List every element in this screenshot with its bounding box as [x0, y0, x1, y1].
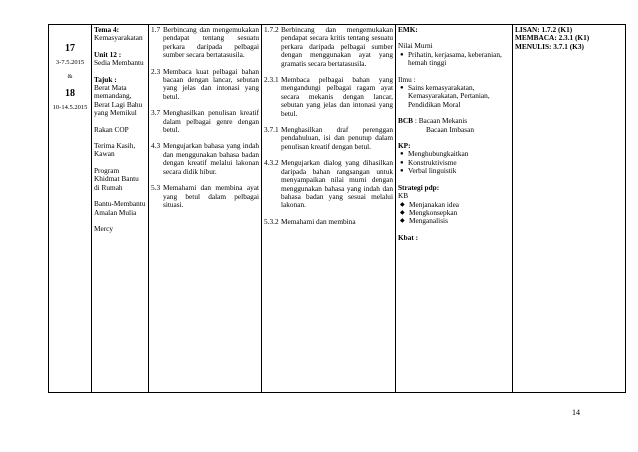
category-item: LISAN: 1.7.2 (K1)	[515, 25, 573, 34]
ilmu-item	[398, 84, 510, 109]
diamond-bullet-icon: ◆	[400, 209, 405, 216]
bullet-icon: ●	[400, 159, 404, 166]
standard-number: 5.3	[151, 183, 161, 193]
outcome-item	[264, 126, 393, 151]
standard-number: 1.7	[151, 25, 161, 34]
kb-text: Mengkonsepkan	[409, 207, 458, 217]
unit-label: Unit 12 :	[94, 49, 122, 59]
emk-title: EMK:	[398, 25, 418, 34]
week-separator: &	[67, 73, 73, 80]
standard-text: Membaca kuat pelbagai bahan bacaan dengan lancar, sebutan yang jelas dan intonasi yang betul.	[163, 66, 259, 101]
standard-number: 4.3	[151, 141, 161, 151]
page-number: 14	[572, 408, 580, 417]
category-cell	[513, 25, 626, 393]
bcb-value-2: Bacaan Imbasan	[426, 124, 475, 134]
unit-value: Sedia Membantu	[94, 58, 144, 68]
standard-item	[151, 26, 259, 60]
standard-number: 2.3	[151, 66, 161, 76]
ilmu-label: Ilmu :	[398, 74, 416, 84]
category-item: MENULIS: 3.7.1 (K3)	[515, 41, 584, 51]
outcome-number: 3.7.1	[264, 125, 279, 135]
tema-label: Tema 4:	[94, 25, 120, 34]
nilai-text: Prihatin, kerjasama, keberanian, hemah tinggi	[408, 49, 502, 68]
standard-item	[151, 109, 259, 134]
bullet-icon: ●	[400, 151, 404, 158]
standard-text: Menghasilkan penulisan kreatif dalam pelbagai genre dengan betul.	[163, 108, 259, 135]
ilmu-text: Sains kemasyarakatan, Kemasyarakatan, Pertanian, Pendidikan Moral	[408, 83, 490, 109]
kb-label: KB	[398, 191, 409, 201]
tajuk-item: Program Khidmat Bantu di Rumah	[94, 165, 139, 192]
kp-text: Menghubungkaitkan	[408, 149, 469, 159]
emk-cell	[396, 25, 513, 393]
outcome-text: Memahami dan membina	[281, 216, 356, 226]
week-number-1: 17	[65, 43, 75, 54]
standard-number: 3.7	[151, 108, 161, 118]
standard-item	[151, 68, 259, 102]
bullet-icon: ●	[400, 51, 404, 58]
week-date-2: 10-14.5.2015	[52, 104, 88, 111]
outcome-item	[264, 159, 393, 209]
kp-label: KP:	[398, 141, 411, 151]
bcb-value: : Bacaan Mekanis	[414, 116, 468, 126]
lesson-plan-table	[48, 24, 626, 393]
diamond-bullet-icon: ◆	[400, 201, 405, 208]
tajuk-label: Tajuk :	[94, 74, 117, 84]
tajuk-item: Terima Kasih, Kawan	[94, 141, 136, 159]
standard-item	[151, 184, 259, 209]
kp-text: Verbal linguistik	[408, 166, 457, 176]
tajuk-item: Bantu-Membantu Amalan Mulia	[94, 199, 146, 217]
outcome-text: Menghasilkan draf perenggan pendahuluan, isi dan penutup dalam penulisan kreatif dengan betul.	[281, 125, 393, 151]
bcb-label: BCB	[398, 116, 414, 126]
kbat-label: Kbat :	[398, 232, 419, 242]
kp-text: Konstruktivisme	[408, 157, 457, 167]
outcome-number: 1.7.2	[264, 25, 279, 34]
tajuk-item: Berat Mata memandang, Berat Lagi Bahu yang Memikul	[94, 83, 143, 118]
outcome-number: 4.3.2	[264, 158, 279, 168]
tajuk-item: Rakan COP	[94, 124, 129, 134]
bullet-icon: ●	[400, 85, 404, 92]
week-date-1: 3-7.5.2015	[55, 59, 85, 66]
theme-cell	[92, 25, 149, 393]
outcome-item	[264, 26, 393, 68]
table-row	[49, 25, 626, 393]
outcome-number: 5.3.2	[264, 216, 279, 226]
category-item: MEMBACA: 2.3.1 (K1)	[515, 33, 590, 43]
standard-text: Berbincang dan mengemukakan pendapat tentang sesuatu perkara daripada pelbagai sumber secara bertatasusila.	[163, 25, 259, 60]
outcome-item	[264, 76, 393, 118]
standard-text: Memahami dan membina ayat yang betul dalam pelbagai situasi.	[163, 183, 259, 209]
outcome-text: Mengujarkan dialog yang dihasilkan daripada bahan rangsangan untuk menyampaikan nilai murni dengan menggunakan bahasa yang indah dan bahasa badan yang sesuai melalui lakonan.	[281, 158, 393, 210]
tajuk-item: Mercy	[94, 223, 114, 233]
kb-text: Menjanakan idea	[409, 199, 460, 209]
outcome-item	[264, 218, 393, 226]
outcome-cell	[262, 25, 396, 393]
week-number-2: 18	[65, 88, 75, 99]
tema-value: Kemasyarakatan	[94, 33, 143, 43]
kb-text: Menganalisis	[409, 216, 448, 226]
kp-item	[398, 167, 510, 175]
standard-cell	[149, 25, 262, 393]
nilai-label: Nilai Murni	[398, 41, 433, 51]
outcome-text: Membaca pelbagai bahan yang mengandungi pelbagai ragam ayat secara mekanis dengan lancar, sebutan yang jelas dan intonasi yang betul.	[281, 75, 393, 118]
standard-text: Mengujarkan bahasa yang indah dan menggunakan bahasa badan dengan kreatif melalui lakonan secara didik hibur.	[163, 141, 259, 176]
week-cell	[49, 25, 92, 393]
outcome-number: 2.3.1	[264, 75, 279, 85]
outcome-text: Berbincang dan mengemukakan pendapat secara kritis tentang sesuatu perkara daripada pelbagai sumber dengan menggunakan ayat yang gramatis secara bertatasusila.	[281, 25, 393, 68]
kb-item	[398, 217, 510, 225]
bullet-icon: ●	[400, 168, 404, 175]
diamond-bullet-icon: ◆	[400, 218, 405, 225]
strategi-label: Strategi pdp:	[398, 182, 440, 192]
nilai-item	[398, 51, 510, 68]
standard-item	[151, 142, 259, 176]
